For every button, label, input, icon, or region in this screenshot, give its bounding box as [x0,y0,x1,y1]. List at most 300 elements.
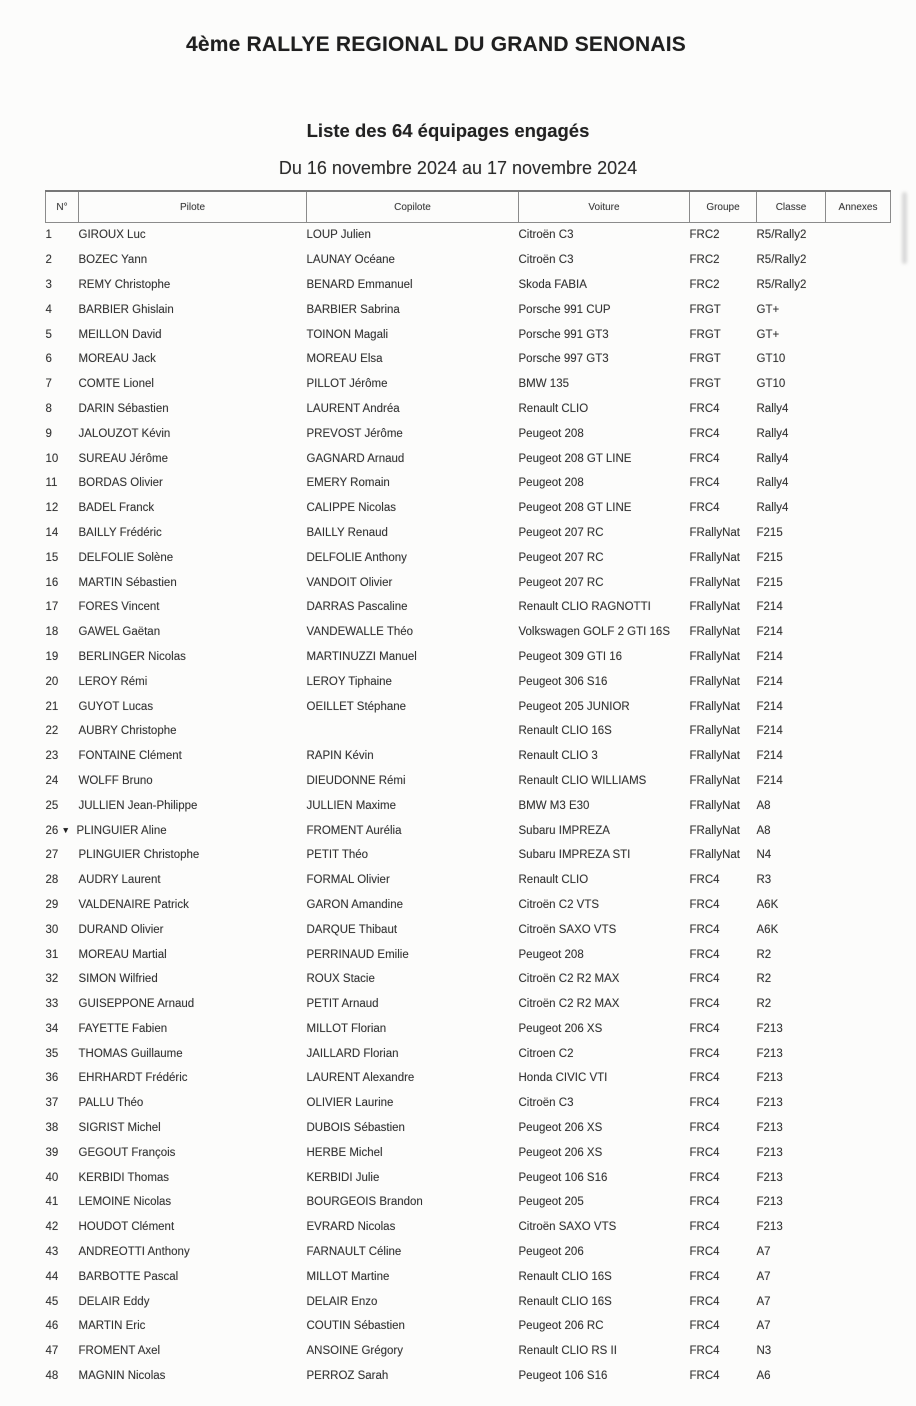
cell-pilote: BAILLY Frédéric [78,526,162,539]
cell-groupe: FRallyNat [689,675,740,688]
cell-voiture: Porsche 991 GT3 [518,328,609,341]
cell-voiture: Peugeot 206 XS [518,1022,603,1035]
cell-voiture: Renault CLIO RS II [518,1345,617,1358]
cell-copilote: MILLOT Florian [306,1022,387,1035]
cell-pilote: EHRHARDT Frédéric [78,1072,188,1085]
cell-annexes [826,1314,891,1339]
cell-copilote: EVRARD Nicolas [306,1221,396,1234]
cell-copilote: FARNAULT Céline [306,1246,402,1259]
cell-num: 5 [45,328,52,341]
cell-pilote: DELAIR Eddy [78,1295,150,1308]
cell-groupe: FRallyNat [689,750,740,763]
cell-groupe: FRC4 [689,923,720,936]
cell-groupe: FRallyNat [689,849,740,862]
cell-classe: F213 [756,1171,783,1184]
cell-groupe: FRallyNat [689,626,740,639]
cell-num: 37 [45,1097,59,1110]
list-subtitle: Liste des 64 équipages engagés [306,120,590,141]
cell-pilote: COMTE Lionel [78,378,154,391]
cell-groupe: FRGT [689,303,721,316]
cell-copilote: GARON Amandine [306,898,404,911]
cell-annexes [826,992,891,1017]
cell-num: 44 [45,1270,59,1283]
cell-annexes [826,1140,891,1165]
cell-copilote: ANSOINE Grégory [306,1345,403,1358]
cell-classe: Rally4 [756,427,789,440]
cell-copilote: BOURGEOIS Brandon [306,1196,423,1209]
cell-num: 34 [45,1022,59,1035]
cell-copilote: PREVOST Jérôme [306,427,403,440]
cell-num: 15 [45,551,59,564]
table-row [46,1364,891,1389]
col-header-voiture: Voiture [519,191,690,223]
cell-num: 31 [45,948,59,961]
cell-classe: Rally4 [756,452,789,465]
cell-pilote: REMY Christophe [78,278,171,291]
cell-classe: F213 [756,1122,783,1135]
cell-num: 36 [45,1072,59,1085]
col-header-pilote: Pilote [79,191,307,223]
cell-annexes [826,297,891,322]
cell-num: 46 [45,1320,59,1333]
cell-pilote: FAYETTE Fabien [78,1022,168,1035]
cell-voiture: Peugeot 208 [518,948,584,961]
cell-voiture: Skoda FABIA [518,278,587,291]
cell-num: 48 [45,1370,59,1383]
cell-groupe: FRC4 [689,1345,720,1358]
cell-voiture: BMW 135 [518,378,569,391]
cell-groupe: FRC4 [689,1122,720,1135]
cell-num: 7 [45,378,52,391]
cell-classe: A8 [756,824,771,837]
cell-copilote: EMERY Romain [306,477,390,490]
cell-groupe: FRGT [689,353,721,366]
cell-groupe: FRC4 [689,1146,720,1159]
cell-classe: R5/Rally2 [756,229,807,242]
cell-pilote: ▼ PLINGUIER Aline [61,824,167,837]
table-row [46,248,891,273]
cell-classe: R2 [756,998,772,1011]
cell-annexes [826,397,891,422]
cell-groupe: FRC4 [689,1072,720,1085]
cell-annexes [826,595,891,620]
table-row [46,1240,891,1265]
cell-annexes [826,719,891,744]
cell-pilote: LEMOINE Nicolas [78,1196,172,1209]
cell-groupe: FRC4 [689,477,720,490]
cell-annexes [826,942,891,967]
cell-voiture: Peugeot 206 XS [518,1122,603,1135]
table-row [46,1165,891,1190]
cell-num: 27 [45,849,59,862]
cell-voiture: Peugeot 207 RC [518,576,604,589]
cell-copilote: BAILLY Renaud [306,526,388,539]
cell-num: 6 [45,353,52,366]
cell-voiture: Peugeot 306 S16 [518,675,608,688]
cell-annexes [826,1091,891,1116]
cell-pilote: WOLFF Bruno [78,774,153,787]
cell-pilote: GUISEPPONE Arnaud [78,998,195,1011]
table-row [46,223,891,248]
cell-voiture: Peugeot 208 GT LINE [518,502,632,515]
cell-classe: F213 [756,1072,783,1085]
table-row [46,1289,891,1314]
cell-pilote: JALOUZOT Kévin [78,427,171,440]
cell-groupe: FRallyNat [689,650,740,663]
cell-classe: F213 [756,1022,783,1035]
table-row [46,843,891,868]
cell-classe: Rally4 [756,502,789,515]
cell-annexes [826,446,891,471]
cell-copilote: JULLIEN Maxime [306,799,396,812]
table-row [46,1264,891,1289]
cell-copilote: DARQUE Thibaut [306,923,398,936]
cell-copilote: FORMAL Olivier [306,874,390,887]
cell-pilote: MAGNIN Nicolas [78,1370,166,1383]
cell-classe: F215 [756,576,783,589]
cell-voiture: Renault CLIO 16S [518,1295,612,1308]
cell-voiture: Peugeot 206 XS [518,1146,603,1159]
table-row [46,893,891,918]
cell-copilote: JAILLARD Florian [306,1047,399,1060]
cell-voiture: Subaru IMPREZA STI [518,849,631,862]
cell-annexes [826,893,891,918]
cell-copilote: HERBE Michel [306,1146,383,1159]
cell-copilote: LAUNAY Océane [306,254,395,267]
cell-annexes [826,1116,891,1141]
cell-num: 14 [45,526,59,539]
cell-classe: A7 [756,1246,771,1259]
cell-classe: F214 [756,650,783,663]
cell-copilote: GAGNARD Arnaud [306,452,405,465]
cell-annexes [826,769,891,794]
col-header-num: N° [46,191,79,223]
cell-pilote: AUBRY Christophe [78,725,177,738]
cell-num: 2 [45,254,52,267]
cell-annexes [826,620,891,645]
cell-voiture: Peugeot 207 RC [518,551,604,564]
cell-groupe: FRC4 [689,874,720,887]
cell-groupe: FRC4 [689,1047,720,1060]
table-row [46,694,891,719]
cell-groupe: FRC4 [689,898,720,911]
cell-classe: F215 [756,526,783,539]
table-row [46,372,891,397]
table-row [46,992,891,1017]
cell-num: 12 [45,502,59,515]
cell-copilote: PETIT Théo [306,849,369,862]
cell-pilote: HOUDOT Clément [78,1221,175,1234]
cell-pilote: BORDAS Olivier [78,477,163,490]
cell-groupe: FRC4 [689,1370,720,1383]
cell-voiture: Citroën C2 VTS [518,898,600,911]
cell-voiture: Honda CIVIC VTI [518,1072,608,1085]
cell-annexes [826,347,891,372]
cell-classe: A6K [756,923,779,936]
table-row [46,297,891,322]
cell-voiture: Renault CLIO 16S [518,725,612,738]
cell-voiture: Citroën SAXO VTS [518,1221,617,1234]
cell-voiture: Porsche 997 GT3 [518,353,609,366]
cell-num: 28 [45,874,59,887]
cell-pilote: BARBOTTE Pascal [78,1270,179,1283]
table-row [46,1017,891,1042]
table-row [46,1215,891,1240]
cell-copilote: MILLOT Martine [306,1270,390,1283]
cell-pilote: MEILLON David [78,328,162,341]
cell-num: 22 [45,725,59,738]
cell-annexes [826,248,891,273]
cell-annexes [826,545,891,570]
cell-classe: GT+ [756,328,780,341]
cell-classe: GT+ [756,303,780,316]
table-row [46,769,891,794]
table-row [46,1066,891,1091]
cell-num: 1 [45,229,52,242]
cell-copilote: PERRINAUD Emilie [306,948,409,961]
table-row [46,1116,891,1141]
cell-pilote: GEGOUT François [78,1146,176,1159]
cell-num: 17 [45,601,59,614]
table-row [46,595,891,620]
col-header-copilote: Copilote [307,191,519,223]
cell-classe: F214 [756,626,783,639]
cell-copilote: KERBIDI Julie [306,1171,380,1184]
cell-annexes [826,868,891,893]
cell-pilote: THOMAS Guillaume [78,1047,183,1060]
cell-copilote: ROUX Stacie [306,973,375,986]
cell-pilote: ANDREOTTI Anthony [78,1246,190,1259]
table-row [46,1190,891,1215]
cell-num: 25 [45,799,59,812]
cell-voiture: Renault CLIO [518,402,589,415]
cell-num: 4 [45,303,52,316]
cell-classe: R2 [756,948,772,961]
cell-groupe: FRallyNat [689,774,740,787]
cell-annexes [826,471,891,496]
cell-copilote: BENARD Emmanuel [306,278,413,291]
cell-annexes [826,1017,891,1042]
cell-voiture: Citroën C3 [518,229,574,242]
entry-table [45,190,891,1388]
scan-artifact [902,192,907,264]
cell-num: 39 [45,1146,59,1159]
cell-groupe: FRC4 [689,1295,720,1308]
cell-num: 20 [45,675,59,688]
table-row [46,942,891,967]
cell-pilote: DURAND Olivier [78,923,164,936]
cell-num: 35 [45,1047,59,1060]
cell-voiture: Subaru IMPREZA [518,824,610,837]
cell-voiture: Peugeot 208 GT LINE [518,452,632,465]
cell-annexes [826,496,891,521]
cell-voiture: Peugeot 208 [518,427,584,440]
cell-groupe: FRallyNat [689,725,740,738]
cell-classe: R3 [756,874,772,887]
cell-classe: GT10 [756,378,786,391]
cell-voiture: Renault CLIO RAGNOTTI [518,601,651,614]
cell-pilote: MOREAU Jack [78,353,156,366]
cell-num: 47 [45,1345,59,1358]
table-row [46,570,891,595]
cell-pilote: VALDENAIRE Patrick [78,898,189,911]
cell-groupe: FRC4 [689,1221,720,1234]
table-row [46,421,891,446]
cell-copilote: VANDEWALLE Théo [306,626,414,639]
cell-classe: F214 [756,675,783,688]
cell-annexes [826,917,891,942]
cell-num: 32 [45,973,59,986]
cell-pilote: DELFOLIE Solène [78,551,174,564]
cell-num: 18 [45,626,59,639]
cell-copilote: OEILLET Stéphane [306,700,407,713]
cell-annexes [826,793,891,818]
cell-voiture: Renault CLIO [518,874,589,887]
cell-groupe: FRC4 [689,452,720,465]
cell-annexes [826,744,891,769]
cell-annexes [826,967,891,992]
cell-copilote: FROMENT Aurélia [306,824,402,837]
cell-classe: F213 [756,1146,783,1159]
cell-copilote: RAPIN Kévin [306,750,374,763]
cell-annexes [826,818,891,843]
cell-annexes [826,1364,891,1389]
cell-voiture: BMW M3 E30 [518,799,590,812]
cell-pilote: BARBIER Ghislain [78,303,174,316]
table-row [46,446,891,471]
table-row [46,1339,891,1364]
cell-copilote: COUTIN Sébastien [306,1320,405,1333]
cell-num: 16 [45,576,59,589]
cell-copilote: MOREAU Elsa [306,353,383,366]
cell-groupe: FRallyNat [689,824,740,837]
cell-pilote: SIGRIST Michel [78,1122,161,1135]
cell-classe: F214 [756,774,783,787]
entry-table-body [46,223,891,1389]
cell-annexes [826,694,891,719]
cell-annexes [826,273,891,298]
cell-num: 33 [45,998,59,1011]
cell-voiture: Peugeot 205 JUNIOR [518,700,630,713]
cell-voiture: Peugeot 207 RC [518,526,604,539]
table-row [46,917,891,942]
table-row [46,521,891,546]
table-row [46,1314,891,1339]
cell-voiture: Peugeot 106 S16 [518,1370,608,1383]
cell-classe: Rally4 [756,477,789,490]
cell-copilote: LAURENT Alexandre [306,1072,415,1085]
cell-annexes [826,1215,891,1240]
cell-num: 21 [45,700,59,713]
cell-num: 38 [45,1122,59,1135]
cell-copilote: LAURENT Andréa [306,402,400,415]
cell-annexes [826,322,891,347]
cell-groupe: FRC4 [689,973,720,986]
cell-annexes [826,1339,891,1364]
cell-groupe: FRGT [689,328,721,341]
cell-classe: F213 [756,1221,783,1234]
cell-pilote: MARTIN Sébastien [78,576,177,589]
cell-copilote: CALIPPE Nicolas [306,502,396,515]
cell-copilote: DUBOIS Sébastien [306,1122,405,1135]
cell-groupe: FRallyNat [689,601,740,614]
cell-voiture: Citroën SAXO VTS [518,923,617,936]
cell-annexes [826,1240,891,1265]
cell-voiture: Volkswagen GOLF 2 GTI 16S [518,626,670,639]
cell-annexes [826,1190,891,1215]
cell-classe: R5/Rally2 [756,278,807,291]
cell-groupe: FRC2 [689,254,720,267]
cell-num: 9 [45,427,52,440]
cell-copilote: BARBIER Sabrina [306,303,400,316]
date-range: Du 16 novembre 2024 au 17 novembre 2024 [278,158,638,178]
cell-annexes [826,669,891,694]
cell-groupe: FRGT [689,378,721,391]
cell-groupe: FRC4 [689,948,720,961]
cell-copilote: LEROY Tiphaine [306,675,392,688]
cell-annexes [826,1264,891,1289]
table-row [46,496,891,521]
cell-copilote: DIEUDONNE Rémi [306,774,406,787]
cell-pilote: BOZEC Yann [78,254,148,267]
cell-classe: F213 [756,1097,783,1110]
cell-classe: F214 [756,725,783,738]
cell-pilote: BERLINGER Nicolas [78,650,186,663]
cell-classe: A7 [756,1320,771,1333]
cell-classe: F215 [756,551,783,564]
cell-groupe: FRC4 [689,1196,720,1209]
cell-groupe: FRallyNat [689,551,740,564]
cell-voiture: Peugeot 106 S16 [518,1171,608,1184]
cell-num: 42 [45,1221,59,1234]
cell-num: 29 [45,898,59,911]
cell-classe: R5/Rally2 [756,254,807,267]
col-header-classe: Classe [757,191,826,223]
col-header-annexes: Annexes [826,191,891,223]
table-header-row [46,191,891,223]
cell-voiture: Peugeot 309 GTI 16 [518,650,623,663]
cell-pilote: BADEL Franck [78,502,155,515]
cell-num: 11 [45,477,58,490]
cell-groupe: FRC4 [689,1246,720,1259]
cell-pilote: GUYOT Lucas [78,700,154,713]
cell-voiture: Renault CLIO 3 [518,750,598,763]
table-row [46,545,891,570]
table-row [46,818,891,843]
cell-voiture: Citroën C2 R2 MAX [518,998,620,1011]
cell-annexes [826,521,891,546]
cell-pilote: SUREAU Jérôme [78,452,168,465]
table-row [46,719,891,744]
cell-num: 19 [45,650,59,663]
table-row [46,967,891,992]
cell-num: 24 [45,774,59,787]
table-row [46,793,891,818]
cell-groupe: FRC4 [689,1270,720,1283]
cell-classe: Rally4 [756,402,789,415]
cell-groupe: FRallyNat [689,576,740,589]
cell-classe: N4 [756,849,772,862]
cell-pilote: SIMON Wilfried [78,973,158,986]
cell-pilote: PLINGUIER Christophe [78,849,200,862]
table-row [46,273,891,298]
cell-annexes [826,372,891,397]
cell-voiture: Peugeot 208 [518,477,584,490]
cell-copilote: TOINON Magali [306,328,389,341]
cell-pilote: FORES Vincent [78,601,160,614]
table-row [46,1091,891,1116]
cell-num: 10 [45,452,59,465]
